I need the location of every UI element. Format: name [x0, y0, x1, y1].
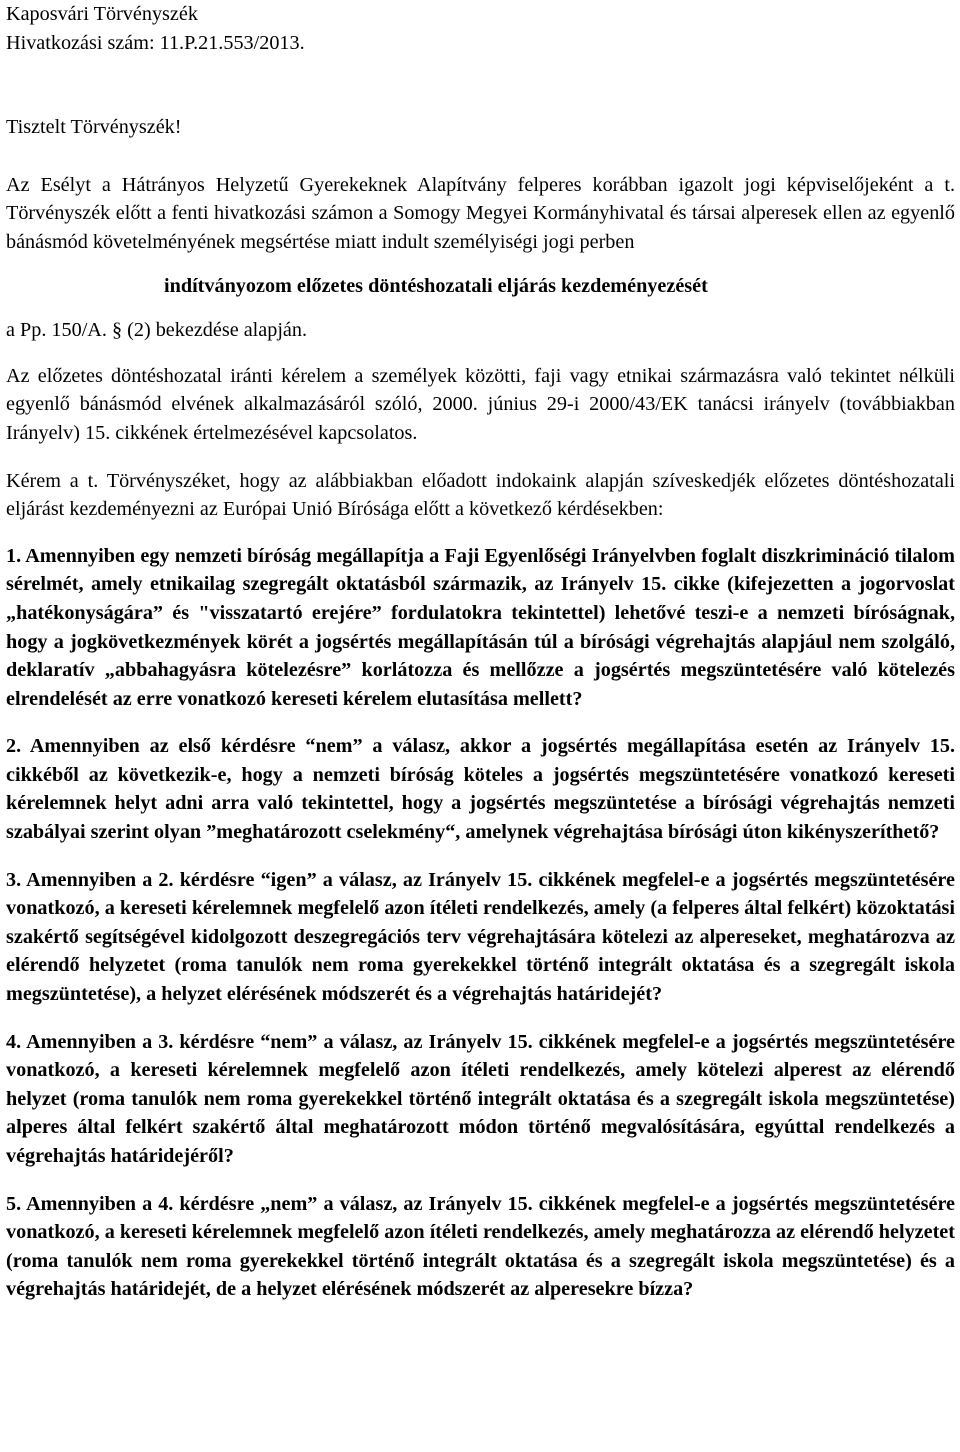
legal-basis: a Pp. 150/A. § (2) bekezdése alapján. — [6, 319, 308, 342]
question-5: 5. Amennyiben a 4. kérdésre „nem” a válasz, az Irányelv 15. cikkének megfelel-e a jogsértés megszüntetésére vonatkozó, a kereseti kérelemnek megfelelő azon ítéleti rendelkezés, amely meghatározza az elérendő helyzetet (roma tanulók nem roma gyerekekkel történő integrált oktatása és a szegregált iskola megszüntetése) és a végrehajtás határidejét, de a helyzet elérésének módszerét az alperesekre bízza? — [6, 1192, 955, 1301]
intro-paragraph: Az Esélyt a Hátrányos Helyzetű Gyerekeknek Alapítvány felperes korábban igazolt jogi képviselőjeként a t. Törvényszék előtt a fenti hivatkozási számon a Somogy Megyei Kormányhivatal és társai alperesek ellen az egyenlő bánásmód követelményének megsértése miatt indult személyiségi jogi perben — [6, 173, 955, 253]
reference-number: Hivatkozási szám: 11.P.21.553/2013. — [6, 31, 305, 54]
question-3: 3. Amennyiben a 2. kérdésre “igen” a válasz, az Irányelv 15. cikkének megfelel-e a jogsértés megszüntetésére vonatkozó, a kereseti kérelemnek megfelelő azon ítéleti rendelkezés, amely (a felperes által felkért) közoktatási szakértő segítségével kidolgozott deszegregációs terv végrehajtására kötelezi az alpereseket, meghatározva az elérendő helyzetet (roma tanulók nem roma gyerekekkel történő integrált oktatása és a szegregált iskola megszüntetése), a helyzet elérésének módszerét és a végrehajtás határidejét? — [6, 868, 955, 1006]
subject-paragraph: Az előzetes döntéshozatal iránti kérelem a személyek közötti, faji vagy etnikai származásra való tekintet nélküli egyenlő bánásmód elvének alkalmazásáról szóló, 2000. június 29-i 2000/43/EK tanácsi irányelv (továbbiakban Irányelv) 15. cikkének értelmezésével kapcsolatos. — [6, 364, 955, 444]
header-block — [6, 0, 955, 57]
court-name: Kaposvári Törvényszék — [6, 3, 198, 25]
salutation: Tisztelt Törvényszék! — [6, 116, 182, 139]
question-1: 1. Amennyiben egy nemzeti bíróság megállapítja a Faji Egyenlőségi Irányelvben foglalt diszkrimináció tilalom sérelmét, amely etnikailag szegregált oktatásból származik, az Irányelv 15. cikke (kifejezetten a jogorvoslat „hatékonyságára” és "visszatartó erejére” fordulatokra tekintettel) lehetővé teszi-e a nemzeti bíróságnak, hogy a jogkövetkezmények körét a jogsértés megállapításán túl a bírósági végrehajtás alapjául nem szolgáló, deklaratív „abbahagyásra kötelezésre” korlátozza és mellőzze a jogsértés megszüntetésére való kötelezés elrendelését az erre vonatkozó kereseti kérelem elutasítása mellett? — [6, 544, 955, 710]
question-2: 2. Amennyiben az első kérdésre “nem” a válasz, akkor a jogsértés megállapítása esetén az Irányelv 15. cikkéből az következik-e, hogy a nemzeti bíróság köteles a jogsértés megszüntetésére vonatkozó kereseti kérelemnek helyt adni arra való tekintettel, hogy a jogsértés megszüntetése a bírósági végrehajtás nemzeti szabályai szerint olyan ”meghatározott cselekmény“, amelynek végrehajtása bírósági úton kikényszeríthető? — [6, 735, 955, 844]
document-page — [6, 0, 955, 1304]
question-4: 4. Amennyiben a 3. kérdésre “nem” a válasz, az Irányelv 15. cikkének megfelel-e a jogsértés megszüntetésére vonatkozó, a kereseti kérelemnek megfelelő azon ítéleti rendelkezés, amely kötelezi alperest az elérendő helyzet (roma tanulók nem roma gyerekekkel történő integrált oktatása és a szegregált iskola megszüntetése) alperes által felkért szakértő által meghatározott módon történő megvalósítására, egyúttal rendelkezés a végrehajtás határidejéről? — [6, 1030, 955, 1167]
request-paragraph: Kérem a t. Törvényszéket, hogy az alábbiakban előadott indokaink alapján szíveskedjék előzetes döntéshozatali eljárást kezdeményezni az Európai Unió Bírósága előtt a következő kérdésekben: — [6, 469, 955, 521]
motion-heading: indítványozom előzetes döntéshozatali eljárás kezdeményezését — [164, 274, 708, 297]
